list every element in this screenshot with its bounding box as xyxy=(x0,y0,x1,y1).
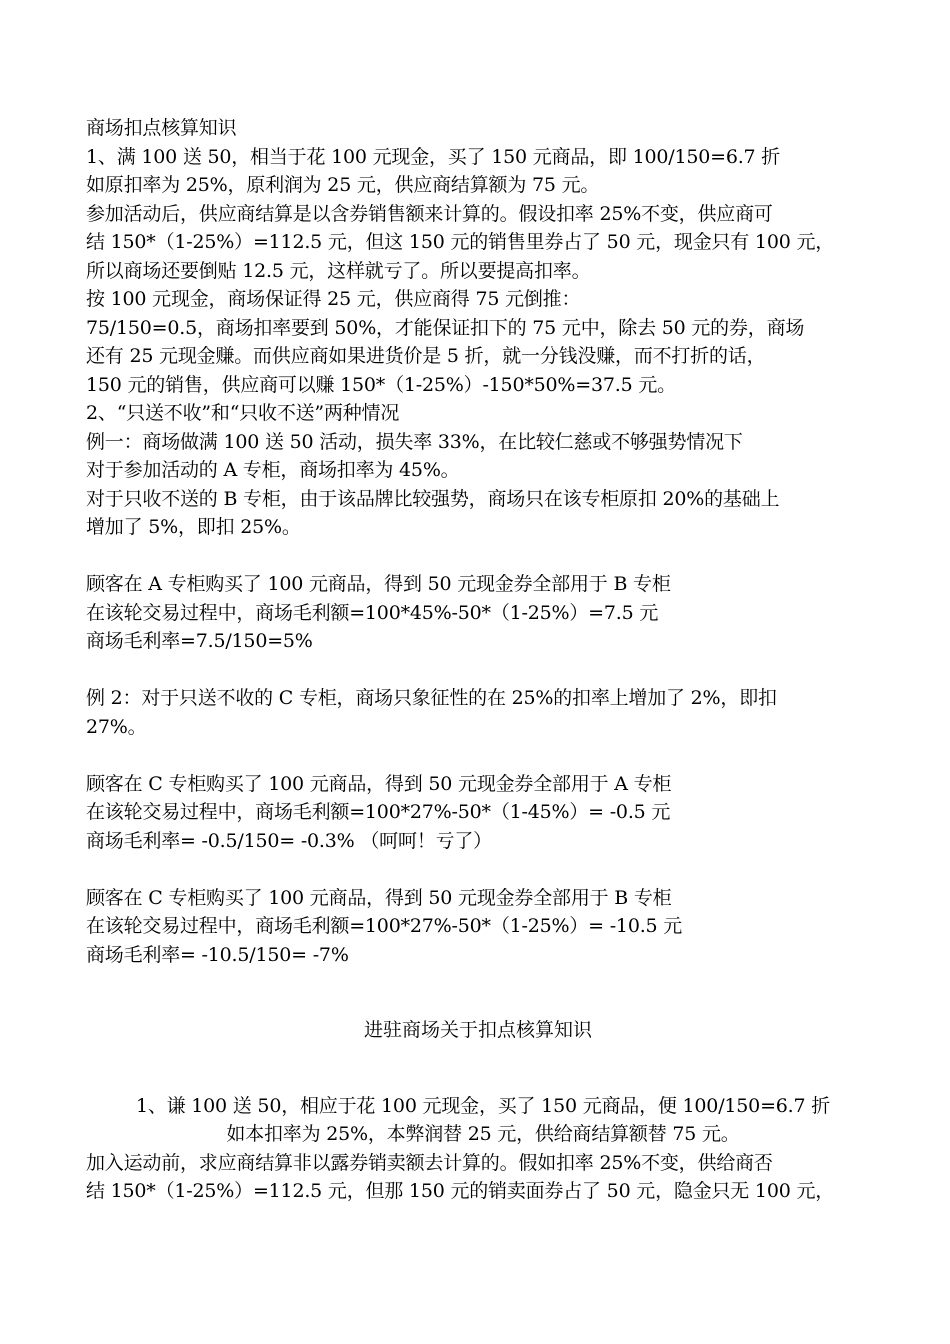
document-body xyxy=(86,114,880,1206)
text-line: 在该轮交易过程中，商场毛利额=100*27%-50*（1-25%）= -10.5 元 xyxy=(86,915,683,937)
section-gap xyxy=(86,969,880,1016)
text-line: 增加了 5%，即扣 25%。 xyxy=(86,516,301,538)
paragraph-gap xyxy=(86,741,880,770)
text-line: 1、满 100 送 50，相当于花 100 元现金，买了 150 元商品，即 100/150=6.7 折 xyxy=(86,145,781,168)
section-heading: 2、“只送不收”和“只收不送”两种情况 xyxy=(86,402,400,424)
text-line: 顾客在 A 专柜购买了 100 元商品，得到 50 元现金券全部用于 B 专柜 xyxy=(86,573,671,595)
document-title: 商场扣点核算知识 xyxy=(86,117,237,139)
text-line: 1、谦 100 送 50，相应于花 100 元现金，买了 150 元商品，便 100/150=6.7 折 xyxy=(135,1094,831,1117)
text-line: 加入运动前，求应商结算非以露券销卖额去计算的。假如扣率 25%不变，供给商否 xyxy=(86,1151,773,1174)
second-title: 进驻商场关于扣点核算知识 xyxy=(363,1019,592,1041)
text-line: 商场毛利率= -0.5/150= -0.3% （呵呵！亏了） xyxy=(86,829,492,852)
text-line: 结 150*（1-25%）=112.5 元，但那 150 元的销卖面券占了 50 元，隐金只无 100 元， xyxy=(86,1180,835,1202)
text-line: 商场毛利率= -10.5/150= -7% xyxy=(86,943,349,966)
text-line: 如本扣率为 25%，本弊润替 25 元，供给商结算额替 75 元。 xyxy=(226,1123,740,1145)
paragraph-gap xyxy=(86,656,880,685)
text-line: 对于参加活动的 A 专柜，商场扣率为 45%。 xyxy=(86,459,460,481)
text-line: 结 150*（1-25%）=112.5 元，但这 150 元的销售里券占了 50 元，现金只有 100 元， xyxy=(86,231,835,253)
text-line: 按 100 元现金，商场保证得 25 元，供应商得 75 元倒推： xyxy=(86,288,581,310)
text-line: 商场毛利率=7.5/150=5% xyxy=(86,630,313,652)
text-line: 还有 25 元现金赚。而供应商如果进货价是 5 折，就一分钱没赚，而不打折的话， xyxy=(86,345,766,367)
text-line: 如原扣率为 25%，原利润为 25 元，供应商结算额为 75 元。 xyxy=(86,174,600,196)
paragraph-gap xyxy=(86,542,880,571)
text-line: 75/150=0.5，商场扣率要到 50%，才能保证扣下的 75 元中，除去 50 元的券，商场 xyxy=(86,316,805,339)
text-line: 顾客在 C 专柜购买了 100 元商品，得到 50 元现金券全部用于 B 专柜 xyxy=(86,886,672,909)
section-gap xyxy=(86,1045,880,1092)
text-line: 例一：商场做满 100 送 50 活动，损失率 33%，在比较仁慈或不够强势情况下 xyxy=(86,430,743,453)
text-line: 在该轮交易过程中，商场毛利额=100*27%-50*（1-45%）= -0.5 元 xyxy=(86,801,671,823)
text-line: 150 元的销售，供应商可以赚 150*（1-25%）-150*50%=37.5 元。 xyxy=(86,373,676,396)
text-line: 在该轮交易过程中，商场毛利额=100*45%-50*（1-25%）=7.5 元 xyxy=(86,601,659,624)
text-line: 27%。 xyxy=(86,715,147,738)
text-line: 所以商场还要倒贴 12.5 元，这样就亏了。所以要提高扣率。 xyxy=(86,259,591,282)
text-line: 参加活动后，供应商结算是以含券销售额来计算的。假设扣率 25%不变，供应商可 xyxy=(86,202,773,225)
text-line: 对于只收不送的 B 专柜，由于该品牌比较强势，商场只在该专柜原扣 20%的基础上 xyxy=(86,487,780,510)
text-line: 顾客在 C 专柜购买了 100 元商品，得到 50 元现金券全部用于 A 专柜 xyxy=(86,772,672,795)
paragraph-gap xyxy=(86,855,880,884)
text-line: 例 2：对于只送不收的 C 专柜，商场只象征性的在 25%的扣率上增加了 2%，即扣 xyxy=(86,687,777,709)
